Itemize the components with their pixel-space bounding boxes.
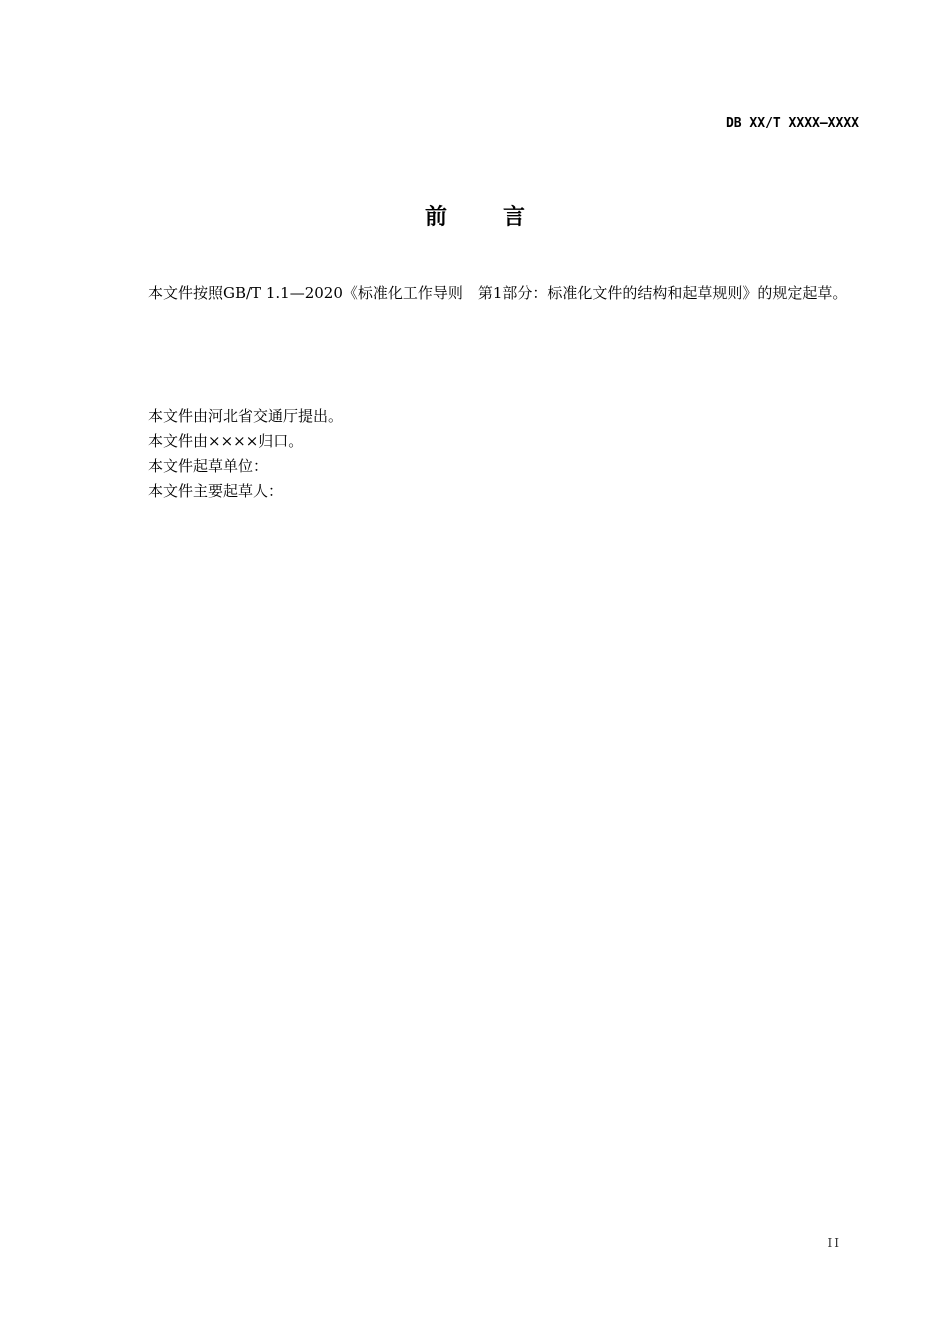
- drafting-units-statement: 本文件起草单位：: [148, 457, 269, 475]
- title-char-1: 前: [424, 205, 447, 230]
- centralized-statement: 本文件由××××归口。: [148, 432, 304, 450]
- standard-basis-paragraph: 本文件按照GB/T 1.1—2020《标准化工作导则 第1部分：标准化文件的结构和起草规则》的规定起草。: [148, 284, 848, 302]
- proposer-statement: 本文件由河北省交通厅提出。: [148, 407, 344, 425]
- main-drafters-statement: 本文件主要起草人：: [148, 482, 284, 500]
- statement-list: [113, 404, 860, 504]
- page-number: II: [827, 1236, 841, 1250]
- document-code: DB XX/T XXXX—XXXX: [725, 116, 859, 131]
- page-title: [0, 200, 950, 231]
- title-char-2: 言: [503, 205, 526, 230]
